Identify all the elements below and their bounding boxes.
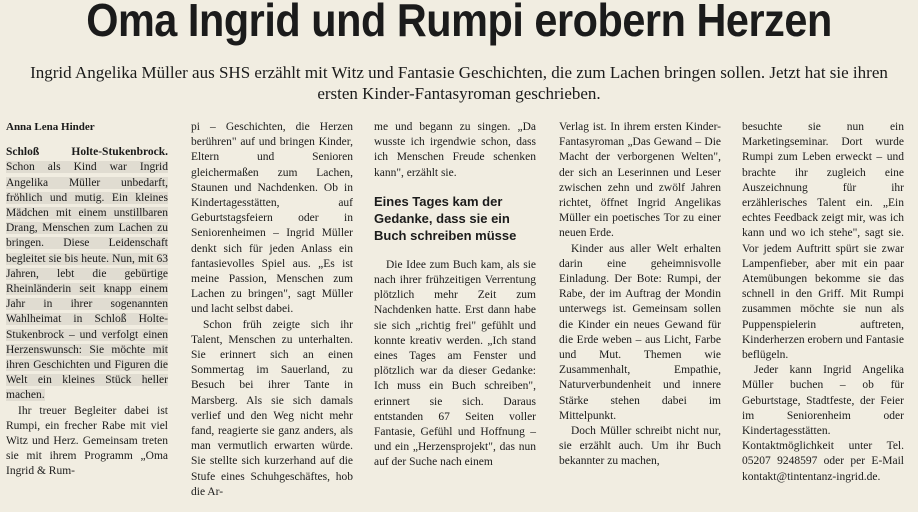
subheading: Eines Tages kam der Gedanke, dass sie ein Buch schreiben müsse bbox=[374, 193, 517, 243]
article-paragraph: Jeder kann Ingrid Angelika Müller buchen – ob für Geburtstage, Stadtfeste, der Feier im Seniorenheim oder Kindertagesstätten. Kontaktmöglichkeit unter Tel. 05207 9248597 oder per E-Mail kontakt@tintentanz-ingrid.de. bbox=[742, 364, 904, 483]
article-paragraph: Kinder aus aller Welt erhalten darin eine geheimnisvolle Einladung. Der Bote: Rumpi, der Rabe, der im Auftrag der Mondin unterwegs ist. Gemeinsam sollen die Kinder ein neues Gewand für die Erde weben – aus Licht, Farbe und Mut. Themen wie Zusammenhalt, Empathie, Naturverbundenheit und innere Stärke stehen dabei im Mittelpunkt. bbox=[559, 242, 721, 422]
article-column-3 bbox=[374, 120, 536, 471]
article-paragraph: Doch Müller schreibt nicht nur, sie erzählt auch. Um ihr Buch bekannter zu machen, bbox=[559, 425, 721, 468]
article-paragraph: Schon früh zeigte sich ihr Talent, Menschen zu unterhalten. Sie erinnert sich an einen Sommertag im Sauerland, zu Besuch bei ihrer Tante in Marsberg. Als sie sich damals verlief und den Weg nicht mehr fand, reagierte sie ganz anders, als man vermutlich erwarten würde. Sie stellte sich kurzerhand auf die Stufe eines Schuhgeschäftes, hob die Ar- bbox=[191, 318, 353, 498]
article-paragraph bbox=[6, 145, 168, 403]
paragraph-text: Schon als Kind war Ingrid Angelika Müller unbedarft, fröhlich und mutig. Ein kleines Mädchen mit einem unstillbaren Drang, Menschen zum Lachen zu bringen. Diese Leidenschaft begleitet sie bis heute. Nun, mit 63 Jahren, lebt die gebürtige Rheinländerin seit knapp einem Jahr in ihrer sogenannten Wahlheimat in Schloß Holte-Stukenbrock – und verfolgt einen Herzenswunsch: Sie möchte mit ihren Geschichten und Figuren die Welt ein kleines Stück heller machen. bbox=[6, 161, 168, 402]
article-column-1 bbox=[6, 120, 168, 480]
article-paragraph: pi – Geschichten, die Herzen berühren" auf und bringen Kinder, Eltern und Senioren gleichermaßen zum Lachen, Staunen und Nachdenken. Ob in Kindertagesstätten, auf Geburtstagsfeiern oder in Seniorenheimen – Ingrid Müller denkt sich für jeden Anlass ein fantasievolles Spiel aus. „Es ist meine Passion, Menschen zum Lachen zu bringen", sagt Müller und lacht selbst dabei. bbox=[191, 121, 353, 316]
article-column-2 bbox=[191, 120, 353, 500]
article-paragraph: me und begann zu singen. „Da wusste ich irgendwie schon, dass ich Menschen Freude schenken kann", erzählt sie. bbox=[374, 121, 536, 179]
article-paragraph: Verlag ist. In ihrem ersten Kinder-Fantasyroman „Das Gewand – Die Macht der verborgenen Welten", der sich an Leserinnen und Leser zwischen zehn und zwölf Jahren richtet, öffnet Ingrid Angelikas Müller ein poetisches Tor zu einer neuen Erde. bbox=[559, 121, 721, 240]
article-paragraph: Die Idee zum Buch kam, als sie nach ihrer frühzeitigen Verrentung plötzlich mehr Zeit zum Nachdenken hatte. Erst dann habe sie sich „richtig frei" gefühlt und konnte kreativ werden. „Ich stand eines Tages am Fenster und plötzlich war da dieser Gedanke: Ich muss ein Buch schreiben", erinnert sie sich. Daraus entstanden 67 Seiten voller Fantasie, Gefühl und Hoffnung – und ein „Herzensprojekt", das nun auf der Suche nach einem bbox=[374, 258, 536, 469]
article-column-4 bbox=[559, 120, 721, 470]
headline: Oma Ingrid und Rumpi erobern Herzen bbox=[86, 0, 832, 46]
article-column-5 bbox=[742, 120, 904, 485]
author-byline: Anna Lena Hinder bbox=[6, 121, 95, 133]
dateline: Schloß Holte-Stukenbrock. bbox=[6, 146, 168, 159]
subheadline: Ingrid Angelika Müller aus SHS erzählt mit Witz und Fantasie Geschichten, die zum Lachen bringen sollen. Jetzt hat sie ihren ersten Kinder-Fantasyroman geschrieben. bbox=[30, 63, 888, 103]
article-paragraph: besuchte sie nun ein Marketingseminar. Dort wurde Rumpi zum Leben erweckt – und brachte ihr zugleich eine Auszeichnung für ihr erzählerisches Talent ein. „Ein echtes Feedback zeigt mir, was ich kann und wo ich stehe", sagt sie. Vor jedem Auftritt spürt sie zwar Lampenfieber, aber mit ein paar Atemübungen bekomme sie das schnell in den Griff. Mit Rumpi zusammen möchte sie nun als Puppenspielerin auftreten, Kinderherzen erobern und Fantasie beflügeln. bbox=[742, 121, 904, 362]
article-paragraph: Ihr treuer Begleiter dabei ist Rumpi, ein frecher Rabe mit viel Witz und Herz. Gemeinsam treten sie mit ihrem Programm „Oma Ingrid & Rum- bbox=[6, 404, 168, 478]
